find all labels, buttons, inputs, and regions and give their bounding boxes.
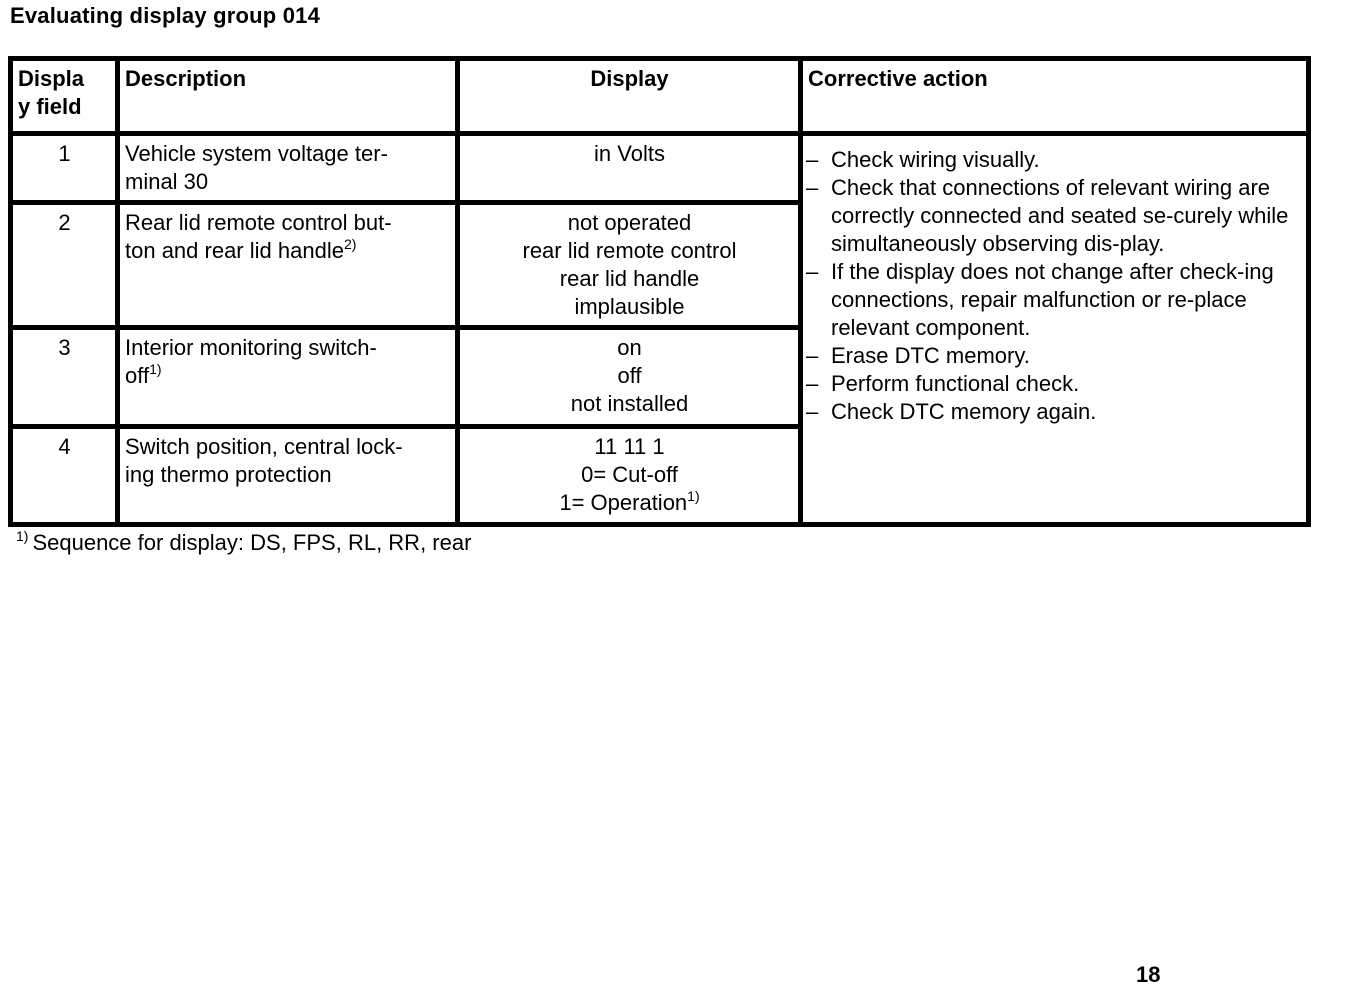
- description-cell: [118, 427, 458, 525]
- corrective-action-item: – If the display does not change after check-ing connections, repair malfunction or re-place relevant component.: [806, 258, 1302, 342]
- header-display-field: [11, 59, 118, 134]
- field-cell: 2: [11, 203, 118, 328]
- display-line: in Volts: [594, 141, 665, 166]
- corrective-action-item: – Perform functional check.: [806, 370, 1302, 398]
- description-cell: [118, 203, 458, 328]
- description-line: Vehicle system voltage ter-: [125, 141, 388, 166]
- corrective-action-cell: [801, 134, 1309, 525]
- display-line: not installed: [570, 391, 689, 416]
- footnote-marker: 1): [16, 528, 29, 544]
- table-header-row: [11, 59, 1309, 134]
- footnote-ref: 1): [687, 488, 700, 504]
- display-cell: [458, 328, 801, 427]
- display-group-table: [8, 56, 1311, 527]
- display-line: rear lid remote control: [522, 238, 737, 263]
- corrective-action-list: [806, 146, 1302, 426]
- table-row: [11, 134, 1309, 203]
- corrective-action-item: – Erase DTC memory.: [806, 342, 1302, 370]
- display-line: off: [617, 363, 642, 388]
- display-line: rear lid handle: [559, 266, 700, 291]
- footnote-ref: 1): [149, 361, 162, 377]
- display-line: on: [617, 335, 642, 360]
- description-cell: [118, 134, 458, 203]
- header-field-line1: Displa: [18, 66, 85, 91]
- header-field-line2: y field: [18, 94, 82, 119]
- description-line: Switch position, central lock-: [125, 434, 403, 459]
- footnote-ref: 2): [343, 236, 357, 252]
- display-cell: [458, 203, 801, 328]
- corrective-action-item: – Check wiring visually.: [806, 146, 1302, 174]
- header-display: Display: [458, 59, 801, 134]
- page-number: 18: [1136, 962, 1161, 987]
- display-line: implausible: [574, 294, 685, 319]
- description-line: off: [125, 363, 150, 388]
- display-line: not operated: [567, 210, 692, 235]
- field-cell: 4: [11, 427, 118, 525]
- description-line: ing thermo protection: [125, 462, 332, 487]
- display-cell: [458, 134, 801, 203]
- display-line: 11 11 1: [594, 434, 665, 459]
- corrective-action-item: – Check that connections of relevant wiring are correctly connected and seated se-curely while simultaneously observing dis-play.: [806, 174, 1302, 258]
- display-cell: [458, 427, 801, 525]
- page-title: Evaluating display group 014: [10, 3, 321, 28]
- description-line: minal 30: [125, 169, 209, 194]
- field-cell: 3: [11, 328, 118, 427]
- description-line: Rear lid remote control but-: [125, 210, 392, 235]
- header-corrective-action: Corrective action: [801, 59, 1309, 134]
- display-line: 1= Operation: [559, 490, 688, 515]
- footnote: [16, 530, 471, 556]
- description-line: Interior monitoring switch-: [125, 335, 377, 360]
- field-cell: 1: [11, 134, 118, 203]
- description-cell: [118, 328, 458, 427]
- footnote-text: Sequence for display: DS, FPS, RL, RR, rear: [32, 530, 472, 555]
- corrective-action-item: – Check DTC memory again.: [806, 398, 1302, 426]
- description-line: ton and rear lid handle: [125, 238, 344, 263]
- display-line: 0= Cut-off: [581, 462, 678, 487]
- header-description: Description: [118, 59, 458, 134]
